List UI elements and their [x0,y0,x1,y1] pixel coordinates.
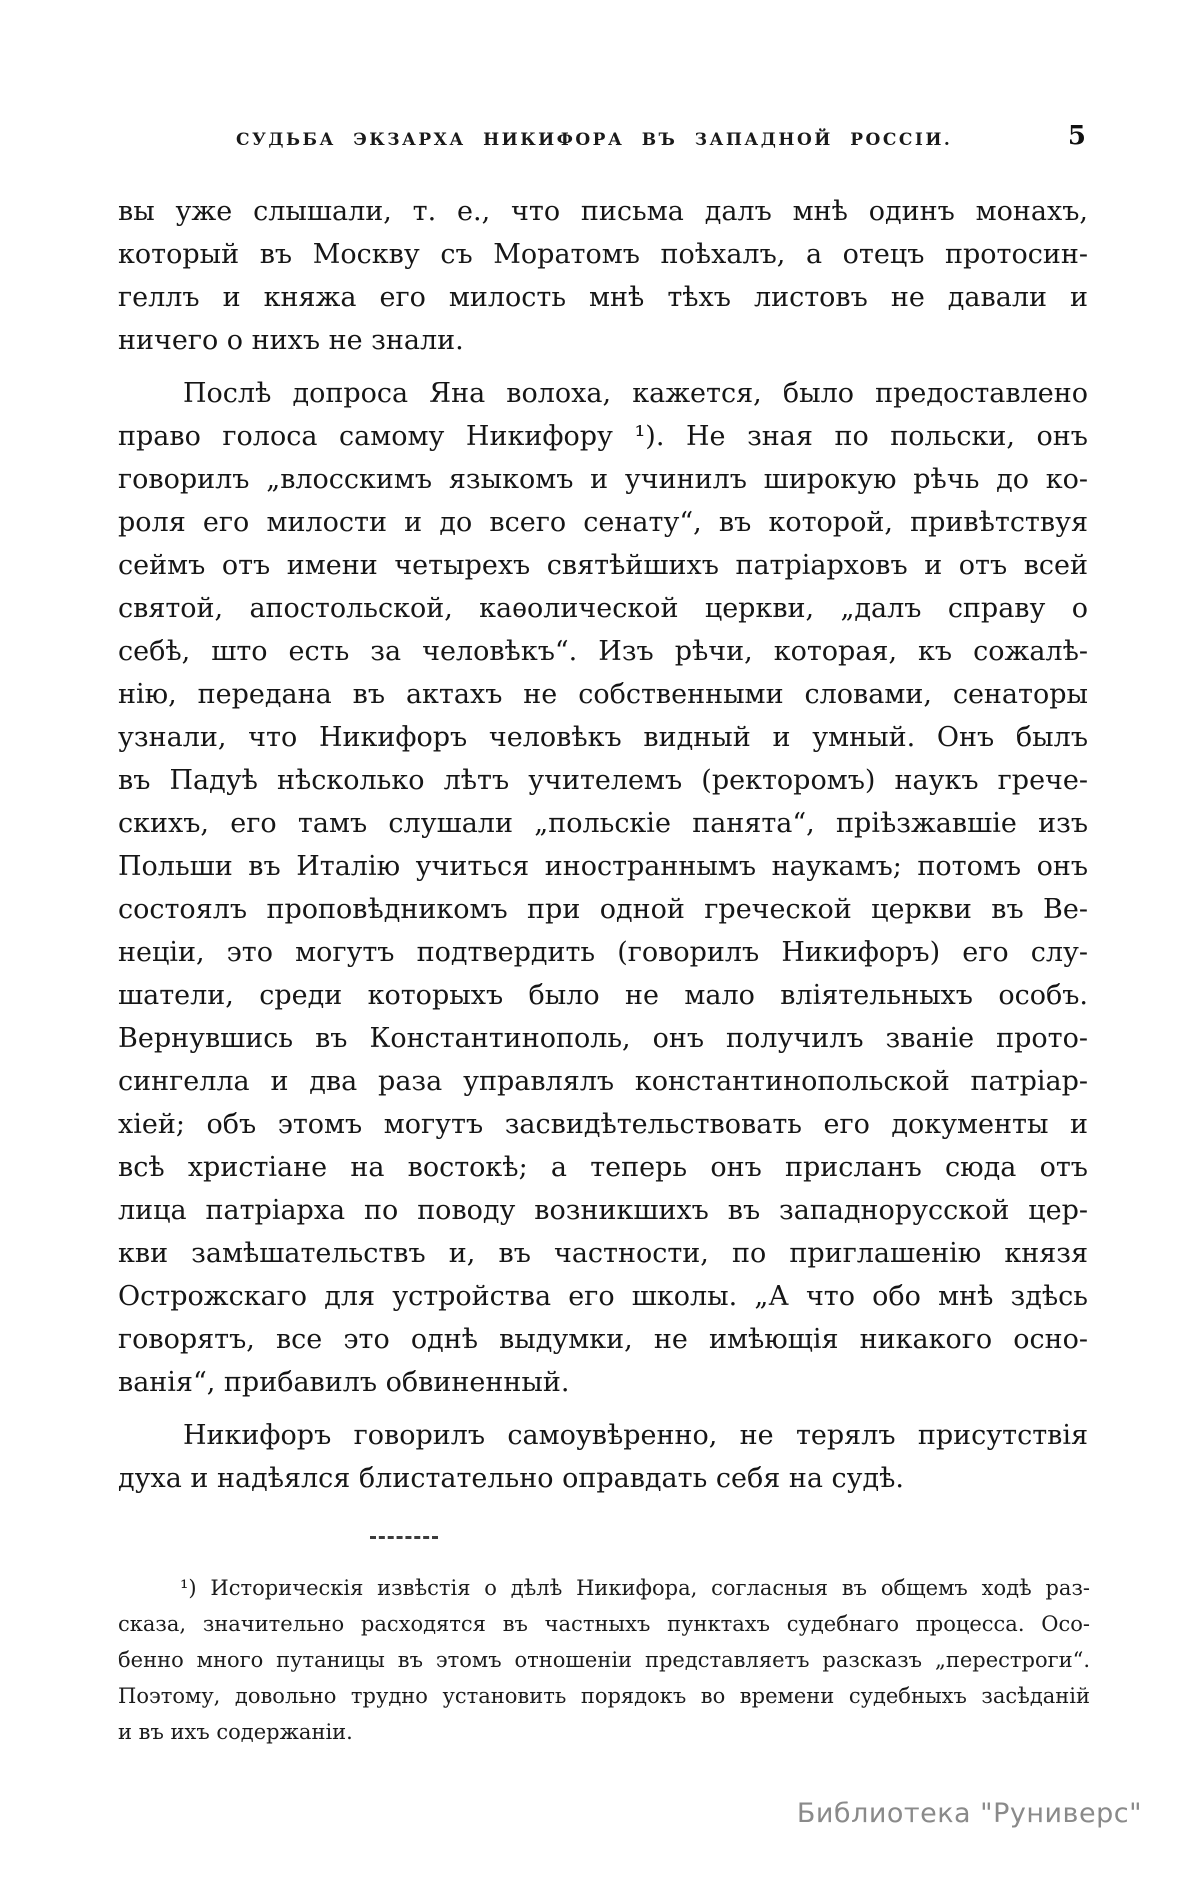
text-line: Вернувшись въ Константинополь, онъ получилъ званіе прото- [118,1023,1088,1054]
footnote [118,1570,1090,1750]
text-body [118,190,1088,1500]
text-line: кви замѣшательствъ и, въ частности, по приглашенію князя [118,1238,1088,1269]
text-line: Послѣ допроса Яна волоха, кажется, было предоставлено [183,378,1088,409]
text-line: неціи, это могутъ подтвердить (говорилъ Никифоръ) его слу- [118,937,1088,968]
text-line: сказа, значительно расходятся въ частныхъ пунктахъ судебнаго процесса. Осо- [118,1612,1090,1636]
text-line: Никифоръ говорилъ самоувѣренно, не терялъ присутствія [183,1420,1088,1451]
text-line: Острожскаго для устройства его школы. „А что обо мнѣ здѣсь [118,1281,1088,1312]
text-line: ¹) Историческія извѣстія о дѣлѣ Никифора, согласныя въ общемъ ходѣ раз- [180,1576,1090,1600]
text-line: нію, передана въ актахъ не собственными словами, сенаторы [118,679,1088,710]
text-line: лица патріарха по поводу возникшихъ въ западнорусской цер- [118,1195,1088,1226]
running-header [118,121,1088,156]
paragraph [118,1414,1088,1500]
text-line: въ Падуѣ нѣсколько лѣтъ учителемъ (ректоромъ) наукъ грече- [118,765,1088,796]
footnote-separator [370,1536,438,1539]
text-line: святой, апостольской, каѳолической церкви, „далъ справу о [118,593,1088,624]
text-line: роля его милости и до всего сенату“, въ которой, привѣтствуя [118,507,1088,538]
running-header-title: СУДЬБА ЭКЗАРХА НИКИФОРА ВЪ ЗАПАДНОЙ РОССІИ. [236,130,953,150]
text-line: сингелла и два раза управлялъ константинопольской патріар- [118,1066,1088,1097]
text-line: сеймъ отъ имени четырехъ святѣйшихъ патріарховъ и отъ всей [118,550,1088,581]
text-line: хіей; объ этомъ могутъ засвидѣтельствовать его документы и [118,1109,1088,1140]
text-line: ванія“, прибавилъ обвиненный. [118,1367,570,1398]
text-line: состоялъ проповѣдникомъ при одной греческой церкви въ Ве- [118,894,1088,925]
text-line: шатели, среди которыхъ было не мало вліятельныхъ особъ. [118,980,1088,1011]
text-line: говорятъ, все это однѣ выдумки, не имѣющія никакого осно- [118,1324,1088,1355]
paragraph [118,372,1088,1404]
text-line: и въ ихъ содержаніи. [118,1720,353,1744]
text-line: всѣ христіане на востокѣ; а теперь онъ присланъ сюда отъ [118,1152,1088,1183]
library-watermark: Библиотека "Руниверс" [796,1798,1142,1829]
text-line: Польши въ Италію учиться иностраннымъ наукамъ; потомъ онъ [118,851,1088,882]
text-line: ничего о нихъ не знали. [118,325,464,356]
text-line: скихъ, его тамъ слушали „польскіе панята“, пріѣзжавшіе изъ [118,808,1088,839]
text-line: духа и надѣялся блистательно оправдать себя на судѣ. [118,1463,904,1494]
text-line: себѣ, што есть за человѣкъ“. Изъ рѣчи, которая, къ сожалѣ- [118,636,1088,667]
page-number: 5 [1067,121,1086,151]
text-line: говорилъ „влосскимъ языкомъ и учинилъ широкую рѣчь до ко- [118,464,1088,495]
text-line: Поэтому, довольно трудно установить порядокъ во времени судебныхъ засѣданій [118,1684,1090,1708]
text-line: вы уже слышали, т. е., что письма далъ мнѣ одинъ монахъ, [118,196,1088,227]
text-line: который въ Москву съ Моратомъ поѣхалъ, а отецъ протосин- [118,239,1088,270]
text-line: бенно много путаницы въ этомъ отношеніи представляетъ разсказъ „перестроги“. [118,1648,1090,1672]
text-line: право голоса самому Никифору ¹). Не зная по польски, онъ [118,421,1088,452]
paragraph [118,190,1088,362]
text-line: геллъ и княжа его милость мнѣ тѣхъ листовъ не давали и [118,282,1088,313]
text-line: узнали, что Никифоръ человѣкъ видный и умный. Онъ былъ [118,722,1088,753]
